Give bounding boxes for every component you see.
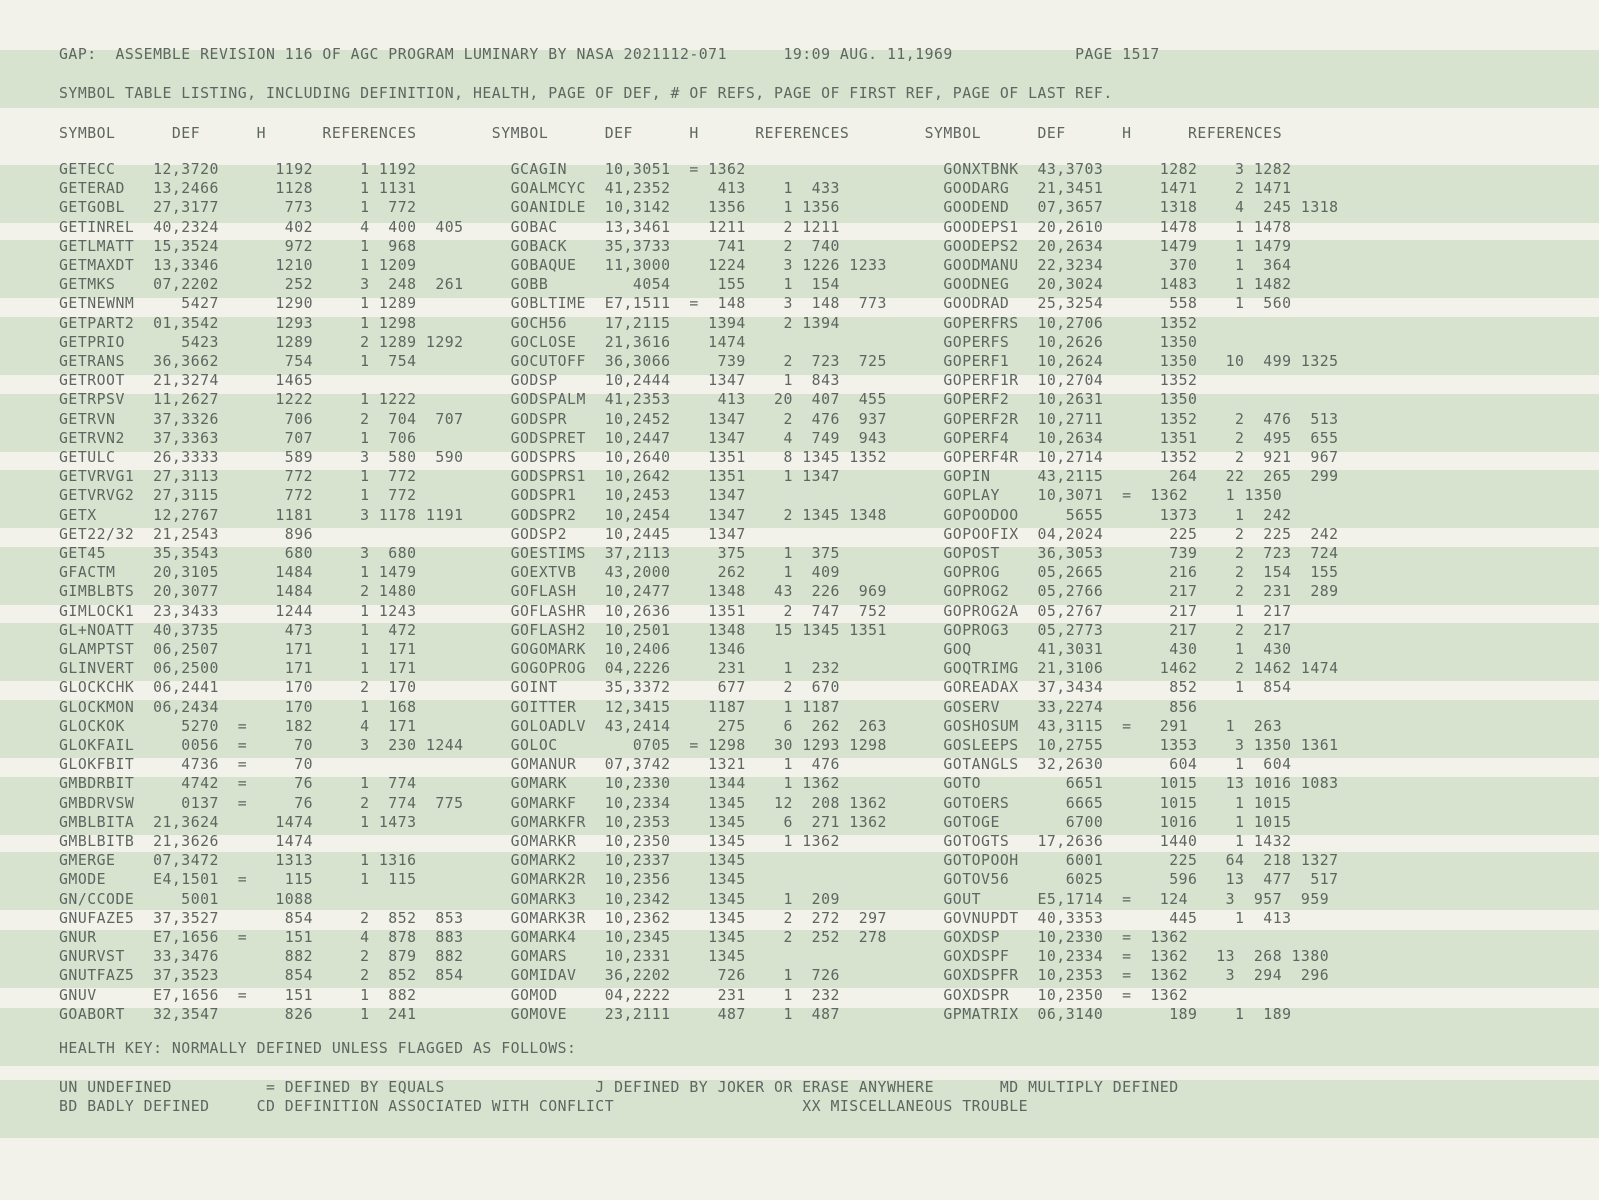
table-row: GETX 12,2767 1181 3 1178 1191 GODSPR2 10,2454 1347 2 1345 1348 GOPOODOO 5655 1373 1 242 xyxy=(59,506,1292,524)
table-row: GET45 35,3543 680 3 680 GOESTIMS 37,2113 375 1 375 GOPOST 36,3053 739 2 723 724 xyxy=(59,545,1339,562)
table-row: GIMLOCK1 23,3433 1244 1 1243 GOFLASHR 10,2636 1351 2 747 752 GOPROG2A 05,2767 217 1 217 xyxy=(59,602,1292,620)
table-row: GETVRVG2 27,3115 772 1 772 GODSPR1 10,2453 1347 GOPLAY 10,3071 = 1362 1 1350 xyxy=(59,487,1283,505)
table-row: GLOCKCHK 06,2441 170 2 170 GOINT 35,3372 677 2 670 GOREADAX 37,3434 852 1 854 xyxy=(59,679,1292,697)
table-row: GETNEWNM 5427 1290 1 1289 GOBLTIME E7,1511 = 148 3 148 773 GOODRAD 25,3254 558 1 560 xyxy=(59,295,1292,313)
table-row: GETERAD 13,2466 1128 1 1131 GOALMCYC 41,2352 413 1 433 GOODARG 21,3451 1471 2 1471 xyxy=(59,180,1292,198)
table-row: GETRVN 37,3326 706 2 704 707 GODSPR 10,2452 1347 2 476 937 GOPERF2R 10,2711 1352 2 476 513 xyxy=(59,410,1339,428)
table-row: GLOKFAIL 0056 = 70 3 230 1244 GOLOC 0705 = 1298 30 1293 1298 GOSLEEPS 10,2755 1353 3 1350 1361 xyxy=(59,737,1339,754)
table-row: GMBLBITA 21,3624 1474 1 1473 GOMARKFR 10,2353 1345 6 271 1362 GOTOGE 6700 1016 1 1015 xyxy=(59,813,1292,831)
table-row: GLINVERT 06,2500 171 1 171 GOGOPROG 04,2226 231 1 232 GOQTRIMG 21,3106 1462 2 1462 1474 xyxy=(59,660,1339,678)
table-row: GLAMPTST 06,2507 171 1 171 GOGOMARK 10,2406 1346 GOQ 41,3031 430 1 430 xyxy=(59,641,1292,658)
table-row: GETPART2 01,3542 1293 1 1298 GOCH56 17,2115 1394 2 1394 GOPERFRS 10,2706 1352 xyxy=(59,314,1198,332)
table-row: GMBDRVSW 0137 = 76 2 774 775 GOMARKF 10,2334 1345 12 208 1362 GOTOERS 6665 1015 1 1015 xyxy=(59,794,1292,812)
table-row: GIMBLBTS 20,3077 1484 2 1480 GOFLASH 10,2477 1348 43 226 969 GOPROG2 05,2766 217 2 231 289 xyxy=(59,583,1339,601)
table-row: GMBDRBIT 4742 = 76 1 774 GOMARK 10,2330 1344 1 1362 GOTO 6651 1015 13 1016 1083 xyxy=(59,775,1339,793)
table-row: GETLMATT 15,3524 972 1 968 GOBACK 35,3733 741 2 740 GOODEPS2 20,2634 1479 1 1479 xyxy=(59,237,1292,255)
table-row: GETVRVG1 27,3113 772 1 772 GODSPRS1 10,2642 1351 1 1347 GOPIN 43,2115 264 22 265 299 xyxy=(59,468,1339,486)
table-row: GN/CCODE 5001 1088 GOMARK3 10,2342 1345 1 209 GOUT E5,1714 = 124 3 957 959 xyxy=(59,890,1330,908)
table-row: GETMKS 07,2202 252 3 248 261 GOBB 4054 155 1 154 GOODNEG 20,3024 1483 1 1482 xyxy=(59,276,1292,294)
table-row: GNUR E7,1656 = 151 4 878 883 GOMARK4 10,2345 1345 2 252 278 GOXDSP 10,2330 = 1362 xyxy=(59,929,1189,946)
table-row: GETPRIO 5423 1289 2 1289 1292 GOCLOSE 21,3616 1474 GOPERFS 10,2626 1350 xyxy=(59,333,1198,351)
table-row: GETRANS 36,3662 754 1 754 GOCUTOFF 36,3066 739 2 723 725 GOPERF1 10,2624 1350 10 499 1325 xyxy=(59,353,1339,370)
table-row: GNURVST 33,3476 882 2 879 882 GOMARS 10,2331 1345 GOXDSPF 10,2334 = 1362 13 268 1380 xyxy=(59,948,1330,966)
table-row: GETGOBL 27,3177 773 1 772 GOANIDLE 10,3142 1356 1 1356 GOODEND 07,3657 1318 4 245 1318 xyxy=(59,199,1339,217)
table-row: GFACTM 20,3105 1484 1 1479 GOEXTVB 43,2000 262 1 409 GOPROG 05,2665 216 2 154 155 xyxy=(59,564,1339,582)
table-row: GETRVN2 37,3363 707 1 706 GODSPRET 10,2447 1347 4 749 943 GOPERF4 10,2634 1351 2 495 655 xyxy=(59,429,1339,447)
table-row: GOABORT 32,3547 826 1 241 GOMOVE 23,2111 487 1 487 GPMATRIX 06,3140 189 1 189 xyxy=(59,1005,1292,1023)
column-headers: SYMBOL DEF H REFERENCES SYMBOL DEF H REFERENCES SYMBOL DEF H REFERENCES xyxy=(59,125,1283,142)
table-row: GLOCKMON 06,2434 170 1 168 GOITTER 12,3415 1187 1 1187 GOSERV 33,2274 856 xyxy=(59,698,1198,716)
listing-subtitle: SYMBOL TABLE LISTING, INCLUDING DEFINITION, HEALTH, PAGE OF DEF, # OF REFS, PAGE OF FIRST REF, PAGE OF LAST REF. xyxy=(59,85,1113,102)
health-key-line-2: BD BADLY DEFINED CD DEFINITION ASSOCIATED WITH CONFLICT XX MISCELLANEOUS TROUBLE xyxy=(59,1098,1029,1115)
table-row: GNUFAZE5 37,3527 854 2 852 853 GOMARK3R 10,2362 1345 2 272 297 GOVNUPDT 40,3353 445 1 413 xyxy=(59,909,1292,927)
health-key-line-1: UN UNDEFINED = DEFINED BY EQUALS J DEFINED BY JOKER OR ERASE ANYWHERE MD MULTIPLY DEFINED xyxy=(59,1079,1179,1096)
table-row: GETROOT 21,3274 1465 GODSP 10,2444 1347 1 843 GOPERF1R 10,2704 1352 xyxy=(59,372,1198,390)
table-row: GMODE E4,1501 = 115 1 115 GOMARK2R 10,2356 1345 GOTOV56 6025 596 13 477 517 xyxy=(59,871,1339,889)
table-row: GET22/32 21,2543 896 GODSP2 10,2445 1347 GOPOOFIX 04,2024 225 2 225 242 xyxy=(59,525,1339,543)
table-row: GETECC 12,3720 1192 1 1192 GCAGIN 10,3051 = 1362 GONXTBNK 43,3703 1282 3 1282 xyxy=(59,161,1292,178)
table-row: GLOCKOK 5270 = 182 4 171 GOLOADLV 43,2414 275 6 262 263 GOSHOSUM 43,3115 = 291 1 263 xyxy=(59,717,1283,735)
table-row: GETMAXDT 13,3346 1210 1 1209 GOBAQUE 11,3000 1224 3 1226 1233 GOODMANU 22,3234 370 1 364 xyxy=(59,257,1292,274)
table-row: GMERGE 07,3472 1313 1 1316 GOMARK2 10,2337 1345 GOTOPOOH 6001 225 64 218 1327 xyxy=(59,852,1339,870)
table-row: GL+NOATT 40,3735 473 1 472 GOFLASH2 10,2501 1348 15 1345 1351 GOPROG3 05,2773 217 2 217 xyxy=(59,621,1292,639)
table-row: GETRPSV 11,2627 1222 1 1222 GODSPALM 41,2353 413 20 407 455 GOPERF2 10,2631 1350 xyxy=(59,391,1198,409)
table-row: GNUV E7,1656 = 151 1 882 GOMOD 04,2222 231 1 232 GOXDSPR 10,2350 = 1362 xyxy=(59,986,1189,1004)
page-title: GAP: ASSEMBLE REVISION 116 OF AGC PROGRAM LUMINARY BY NASA 2021112-071 19:09 AUG. 11,1969 PAGE 1517 xyxy=(59,46,1160,63)
table-row: GLOKFBIT 4736 = 70 GOMANUR 07,3742 1321 1 476 GOTANGLS 32,2630 604 1 604 xyxy=(59,756,1292,774)
table-row: GNUTFAZ5 37,3523 854 2 852 854 GOMIDAV 36,2202 726 1 726 GOXDSPFR 10,2353 = 1362 3 294 296 xyxy=(59,967,1330,985)
table-row: GMBLBITB 21,3626 1474 GOMARKR 10,2350 1345 1 1362 GOTOGTS 17,2636 1440 1 1432 xyxy=(59,833,1292,850)
table-row: GETINREL 40,2324 402 4 400 405 GOBAC 13,3461 1211 2 1211 GOODEPS1 20,2610 1478 1 1478 xyxy=(59,218,1292,236)
health-key-title: HEALTH KEY: NORMALLY DEFINED UNLESS FLAGGED AS FOLLOWS: xyxy=(59,1040,577,1057)
table-row: GETULC 26,3333 589 3 580 590 GODSPRS 10,2640 1351 8 1345 1352 GOPERF4R 10,2714 1352 2 921 967 xyxy=(59,449,1339,466)
